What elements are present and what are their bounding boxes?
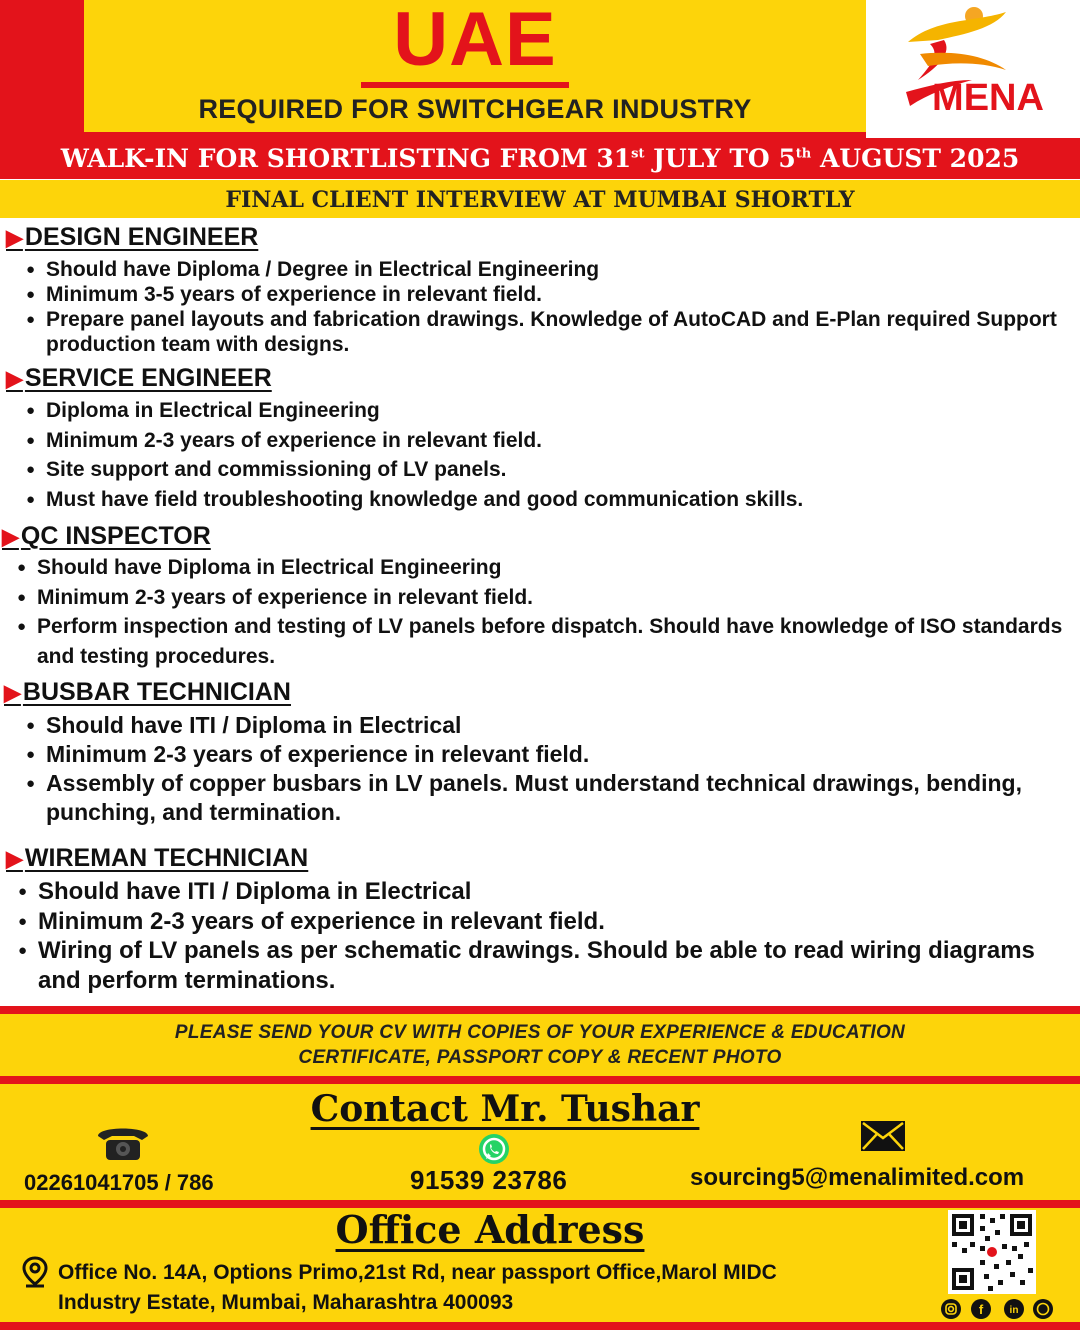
final-interview-banner: FINAL CLIENT INTERVIEW AT MUMBAI SHORTLY: [0, 180, 1080, 218]
job-section-busbar-technician: [4, 677, 291, 708]
logo-text: MENA: [932, 77, 1044, 119]
address-line-2: Industry Estate, Mumbai, Maharashtra 400093: [58, 1291, 514, 1314]
whatsapp-small-icon[interactable]: [1033, 1299, 1053, 1319]
job-title: [2, 521, 211, 552]
list-item: ● Should have ITI / Diploma in Electrical: [26, 711, 1076, 740]
job-bullets-wireman-technician: [18, 877, 1078, 995]
job-title-text: BUSBAR TECHNICIAN: [22, 678, 291, 706]
office-address: [58, 1258, 938, 1318]
send-cv-line-1: PLEASE SEND YOUR CV WITH COPIES OF YOUR EXPERIENCE & EDUCATION: [174, 1022, 906, 1043]
phone-landline[interactable]: 02261041705 / 786: [24, 1170, 214, 1195]
walkin-suffix: AUGUST 2025: [811, 144, 1020, 173]
send-cv-line-2: CERTIFICATE, PASSPORT COPY & RECENT PHOTO: [298, 1047, 782, 1068]
list-item: ● Minimum 2-3 years of experience in relevant field.: [26, 740, 1076, 769]
arrow-icon: ▶: [6, 225, 23, 250]
qr-code[interactable]: [948, 1210, 1036, 1294]
footer-divider: [0, 1076, 1080, 1084]
svg-text:in: in: [1009, 1305, 1019, 1316]
office-title: Office Address: [335, 1207, 645, 1252]
list-item: ● Should have Diploma / Degree in Electrical Engineering: [26, 257, 1076, 282]
arrow-icon: ▶: [6, 366, 23, 391]
job-title: [6, 363, 272, 394]
header-red-block: [0, 0, 84, 138]
send-cv-text: [0, 1020, 1080, 1070]
list-item: ● Prepare panel layouts and fabrication drawings. Knowledge of AutoCAD and E-Plan required Support production team with designs.: [26, 307, 1076, 357]
arrow-icon: ▶: [4, 680, 21, 705]
list-item: ● Perform inspection and testing of LV panels before dispatch. Should have knowledge of ISO standards and testing procedures.: [17, 612, 1067, 671]
list-item: ● Wiring of LV panels as per schematic drawings. Should be able to read wiring diagrams and perform terminations.: [18, 936, 1078, 995]
job-section-wireman-technician: [6, 843, 308, 874]
walkin-banner: [0, 138, 1080, 179]
job-section-design-engineer: [6, 222, 258, 253]
list-item: ● Site support and commissioning of LV panels.: [26, 455, 1076, 485]
footer-divider: [0, 1322, 1080, 1330]
logo-area: [866, 0, 1080, 138]
footer-divider: [0, 1006, 1080, 1014]
walkin-prefix: WALK-IN FOR SHORTLISTING FROM 31: [60, 144, 632, 173]
list-item: ● Minimum 2-3 years of experience in relevant field.: [17, 583, 1067, 613]
job-title-text: DESIGN ENGINEER: [24, 223, 259, 251]
job-title: [6, 222, 258, 253]
job-title-text: QC INSPECTOR: [20, 522, 211, 550]
svg-text:f: f: [978, 1302, 984, 1317]
list-item: ● Minimum 3-5 years of experience in relevant field.: [26, 282, 1076, 307]
page-title: UAE: [393, 0, 557, 82]
list-item: ● Minimum 2-3 years of experience in relevant field.: [18, 907, 1078, 937]
walkin-sup-1: st: [631, 146, 645, 162]
instagram-icon[interactable]: [941, 1299, 961, 1319]
title-underline: [361, 82, 569, 88]
job-bullets-design-engineer: [26, 257, 1076, 357]
job-section-service-engineer: [6, 363, 272, 394]
list-item: ● Must have field troubleshooting knowledge and good communication skills.: [26, 485, 1076, 515]
arrow-icon: ▶: [2, 524, 19, 549]
list-item: ● Should have ITI / Diploma in Electrical: [18, 877, 1078, 907]
walkin-sup-2: th: [795, 146, 812, 162]
envelope-icon: [860, 1120, 906, 1152]
location-pin-icon: [22, 1256, 48, 1288]
contact-title: Contact Mr. Tushar: [310, 1088, 700, 1130]
job-title-text: WIREMAN TECHNICIAN: [24, 844, 309, 872]
address-line-1: Office No. 14A, Options Primo,21st Rd, near passport Office,Marol MIDC: [58, 1261, 777, 1284]
job-title: [4, 677, 291, 708]
phone-whatsapp[interactable]: 91539 23786: [410, 1165, 568, 1195]
list-item: ● Assembly of copper busbars in LV panels. Must understand technical drawings, bending, punching, and termination.: [26, 769, 1076, 827]
telephone-icon: [92, 1122, 154, 1164]
walkin-mid: JULY TO 5: [644, 144, 796, 173]
job-bullets-qc-inspector: [17, 553, 1067, 671]
list-item: ● Diploma in Electrical Engineering: [26, 396, 1076, 426]
job-title-text: SERVICE ENGINEER: [24, 364, 272, 392]
linkedin-icon[interactable]: [1004, 1299, 1024, 1319]
page-subtitle: REQUIRED FOR SWITCHGEAR INDUSTRY: [198, 94, 752, 124]
list-item: ● Minimum 2-3 years of experience in relevant field.: [26, 426, 1076, 456]
arrow-icon: ▶: [6, 846, 23, 871]
whatsapp-icon: [478, 1133, 510, 1165]
facebook-icon[interactable]: [971, 1299, 991, 1319]
list-item: ● Should have Diploma in Electrical Engineering: [17, 553, 1067, 583]
email-link[interactable]: sourcing5@menalimited.com: [690, 1164, 1025, 1191]
job-bullets-service-engineer: [26, 396, 1076, 514]
job-bullets-busbar-technician: [26, 711, 1076, 827]
job-title: [6, 843, 308, 874]
social-icons: [940, 1298, 1054, 1320]
job-section-qc-inspector: [2, 521, 211, 552]
mena-logo: [866, 0, 1080, 138]
